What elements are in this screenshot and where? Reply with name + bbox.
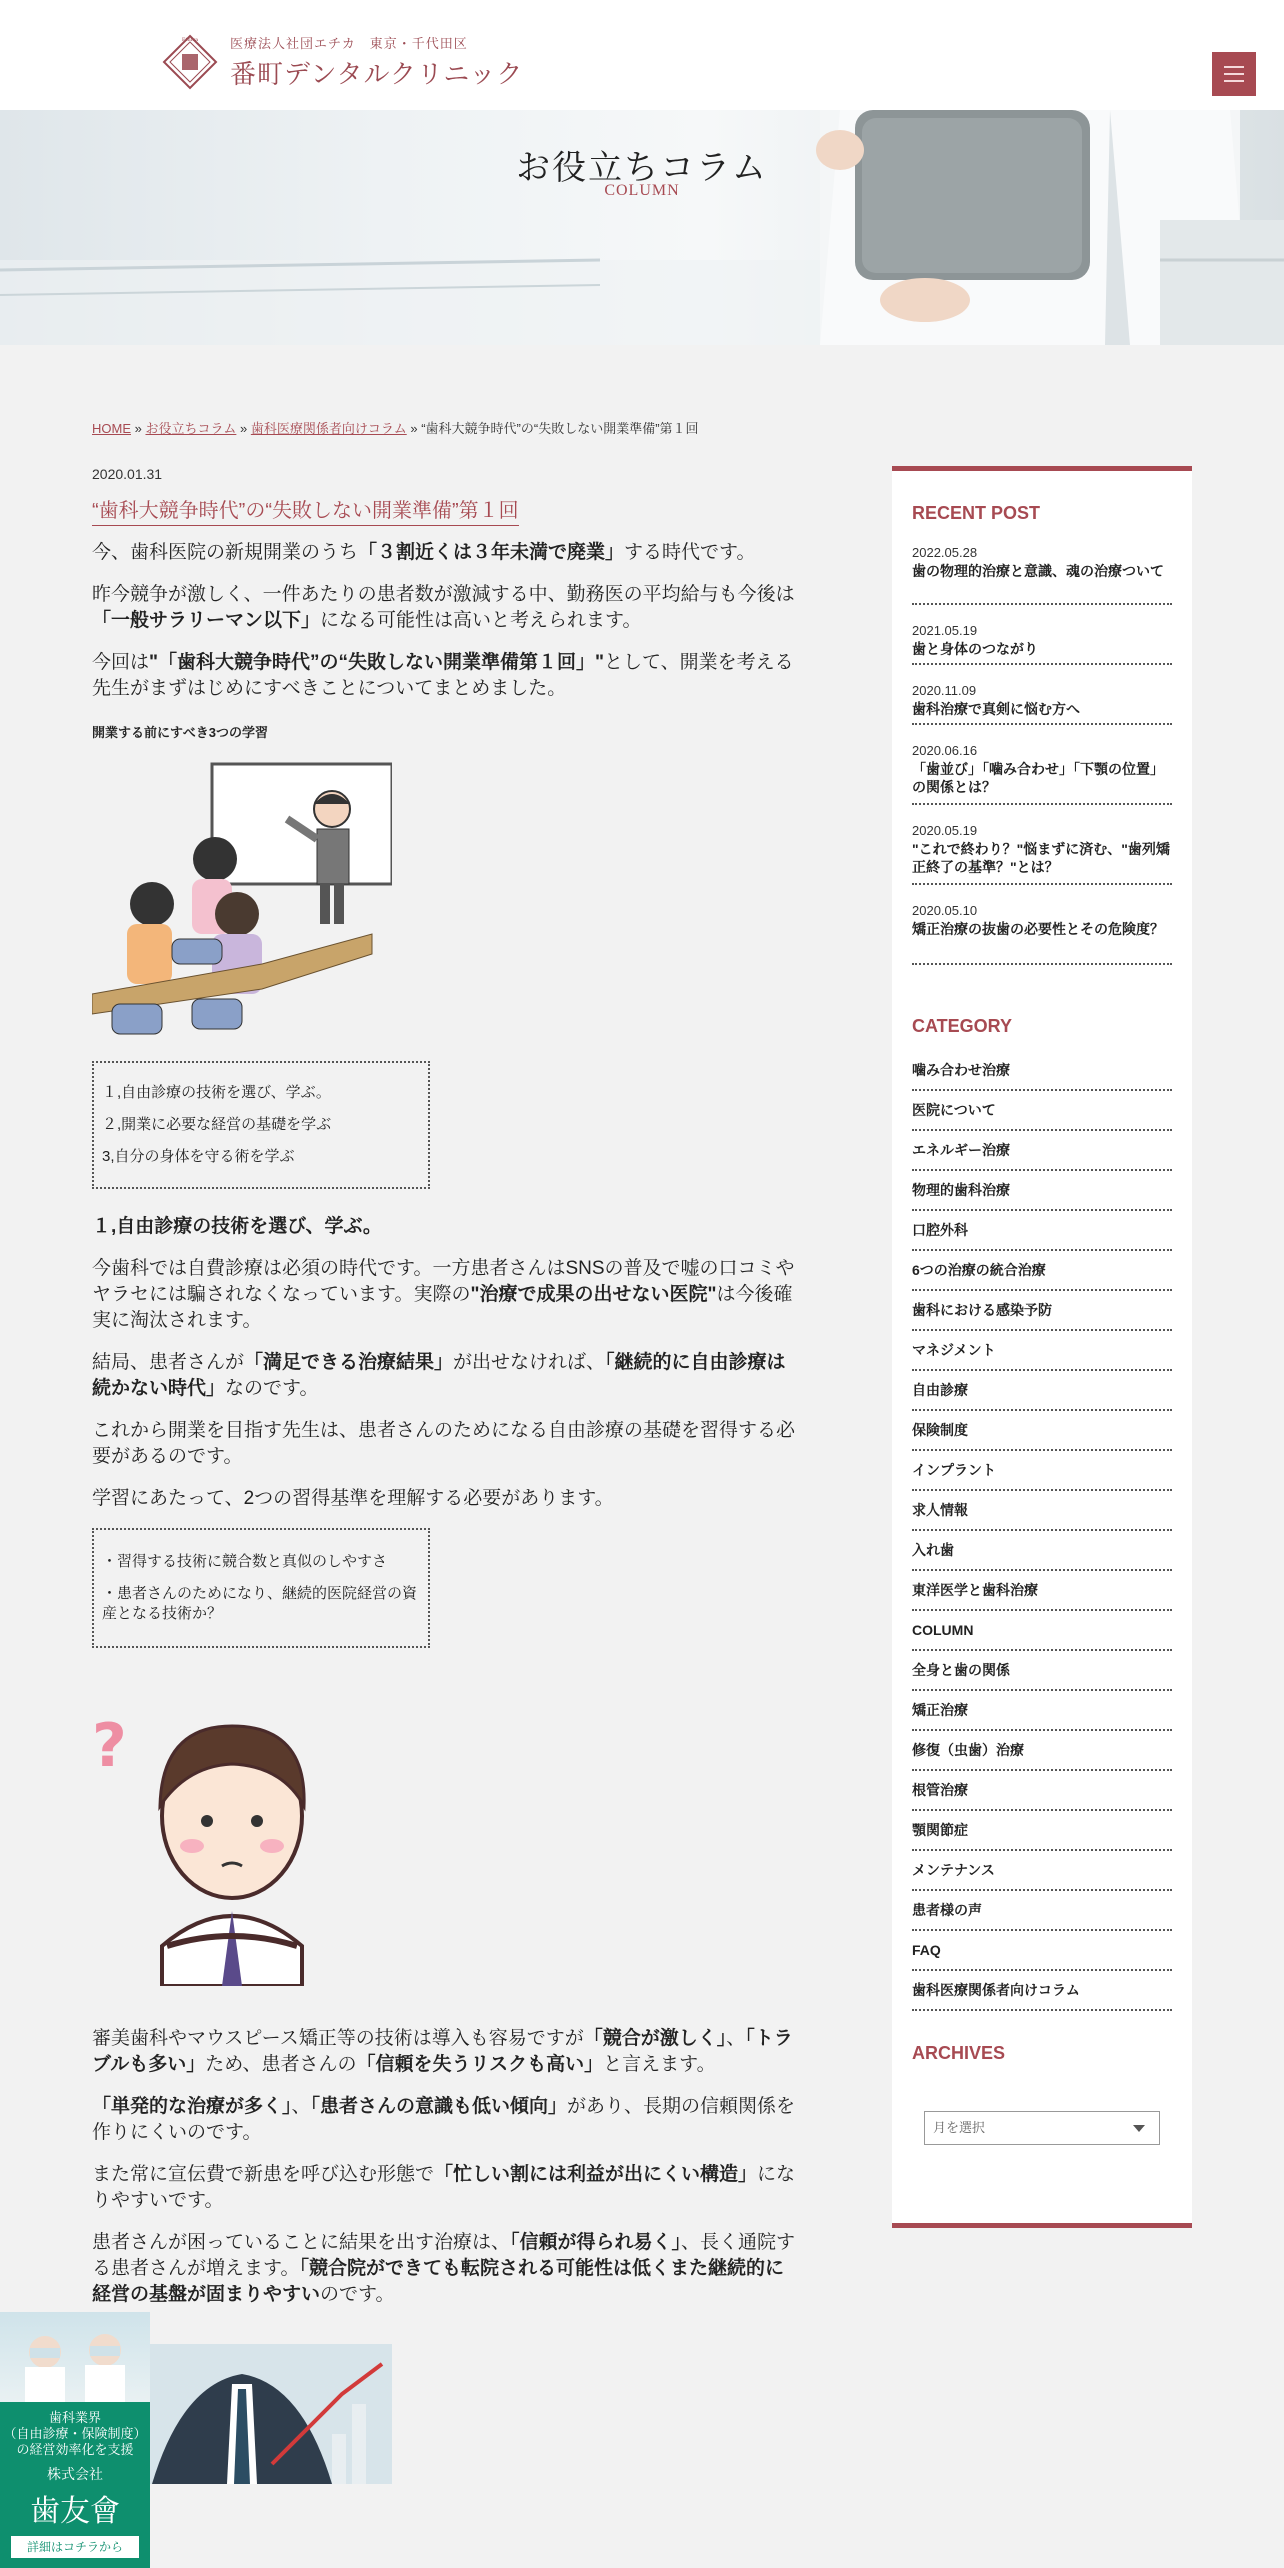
classroom-illustration	[92, 759, 392, 1039]
category-item[interactable]: FAQ	[912, 1931, 1172, 1971]
category-item[interactable]: 歯科における感染予防	[912, 1291, 1172, 1331]
svg-text:?: ?	[92, 1711, 127, 1781]
article-paragraph: 今、歯科医院の新規開業のうち「３割近くは３年未満で廃業」する時代です。	[92, 542, 756, 563]
list-item: ・患者さんのためになり、継続的医院経営の資産となる技術か？	[102, 1585, 418, 1622]
recent-post-title: 歯科治療で真剣に悩む方へ	[912, 701, 1080, 717]
article-paragraph: 昨今競争が激しく、一件あたりの患者数が激減する中、勤務医の平均給与も今後は「一般サラリーマン以下」になる可能性は高いと考えられます。	[92, 584, 795, 631]
clinic-logo-mark-icon	[160, 32, 220, 92]
section-heading: １,自由診療の技術を選び、学ぶ。	[92, 1216, 382, 1237]
article-paragraph: 今回は"「歯科大競争時代”の“失敗しない開業準備第１回」"として、開業を考える先生がまずはじめにすべきことについてまとめました。	[92, 652, 794, 699]
category-item[interactable]: インプラント	[912, 1451, 1172, 1491]
category-heading: CATEGORY	[912, 1016, 1013, 1036]
recent-post-title: "これで終わり？"悩まずに済む、"歯列矯正終了の基準？"とは？	[912, 841, 1170, 875]
category-item[interactable]: 医院について	[912, 1091, 1172, 1131]
confused-doctor-illustration	[92, 1686, 372, 1986]
breadcrumb	[92, 418, 699, 437]
dentists-photo	[0, 2312, 150, 2402]
article-paragraph: 患者さんが困っていることに結果を出す治療は、「信頼が得られ易く」、長く通院する患者さんが増えます。「競合院ができても転院される可能性は低くまた継続的に経営の基盤が固まりやすいのです。	[92, 2232, 796, 2305]
article	[92, 466, 797, 2484]
article-date: 2020.01.31	[92, 466, 163, 482]
page-title: お役立ちコラム	[516, 150, 768, 187]
breadcrumb-home-link[interactable]: HOME	[92, 421, 131, 436]
recent-post-heading: RECENT POST	[912, 503, 1041, 523]
shiyukai-ad-banner[interactable]	[0, 2312, 150, 2568]
article-paragraph: 今歯科では自費診療は必須の時代です。一方患者さんはSNSの普及で嘘の口コミやヤラセには騙されなくなっています。実際の"治療で成果の出せない医院"は今後確実に淘汰されます。	[92, 1258, 795, 1331]
recent-post-item[interactable]	[912, 545, 1172, 605]
site-header	[0, 0, 1284, 110]
menu-button[interactable]	[1212, 52, 1256, 96]
archives-heading: ARCHIVES	[912, 2043, 1006, 2063]
recent-post-date: 2020.05.10	[912, 903, 978, 918]
category-item[interactable]: 東洋医学と歯科治療	[912, 1571, 1172, 1611]
recent-post-title: 矯正治療の抜歯の必要性とその危険度？	[912, 921, 1164, 937]
category-item[interactable]: 修復（虫歯）治療	[912, 1731, 1172, 1771]
hamburger-icon	[1224, 66, 1244, 68]
article-paragraph: 学習にあたって、2つの習得基準を理解する必要があります。	[92, 1488, 614, 1509]
breadcrumb-column-link[interactable]: お役立ちコラム	[145, 421, 237, 436]
category-item[interactable]: マネジメント	[912, 1331, 1172, 1371]
criteria-box	[92, 1528, 430, 1648]
hamburger-icon-line	[1224, 73, 1244, 75]
article-paragraph: 審美歯科やマウスピース矯正等の技術は導入も容易ですが「競合が激しく」、「トラブルも多い」ため、患者さんの「信頼を失うリスクも高い」と言えます。	[92, 2028, 793, 2075]
recent-post-title: 歯の物理的治療と意識、魂の治療ついて	[912, 563, 1164, 579]
breadcrumb-separator: »	[410, 421, 418, 436]
recent-post-date: 2022.05.28	[912, 545, 978, 560]
breadcrumb-current: “歯科大競争時代”の“失敗しない開業準備”第１回	[421, 421, 699, 436]
section-subheading: 開業する前にすべき3つの学習	[92, 725, 268, 740]
category-item[interactable]: エネルギー治療	[912, 1131, 1172, 1171]
breadcrumb-category-link[interactable]: 歯科医療関係者向けコラム	[250, 421, 407, 436]
category-item[interactable]: 歯科医療関係者向けコラム	[912, 1971, 1172, 2011]
recent-post-date: 2020.11.09	[912, 683, 977, 698]
category-item[interactable]: 6つの治療の統合治療	[912, 1251, 1172, 1291]
category-item[interactable]: 根管治療	[912, 1771, 1172, 1811]
category-item[interactable]: 求人情報	[912, 1491, 1172, 1531]
article-paragraph: これから開業を目指す先生は、患者さんのためになる自由診療の基礎を習得する必要があるのです。	[92, 1420, 796, 1467]
hero-banner	[0, 110, 1284, 345]
recent-post-item[interactable]	[912, 683, 1172, 725]
article-paragraph: 「単発的な治療が多く」、「患者さんの意識も低い傾向」があり、長期の信頼関係を作りにくいのです。	[92, 2096, 796, 2143]
article-paragraph: また常に宣伝費で新患を呼び込む形態で「忙しい割には利益が出にくい構造」になりやすいです。	[92, 2164, 796, 2211]
list-item: ２,開業に必要な経営の基礎を学ぶ	[102, 1116, 332, 1133]
category-item[interactable]: 物理的歯科治療	[912, 1171, 1172, 1211]
archives-month-select[interactable]	[924, 2111, 1160, 2145]
category-item[interactable]: 保険制度	[912, 1411, 1172, 1451]
category-item[interactable]: メンテナンス	[912, 1851, 1172, 1891]
breadcrumb-separator: »	[134, 421, 142, 436]
svg-text:Ethica: Ethica	[181, 37, 199, 43]
list-item: １,自由診療の技術を選び、学ぶ。	[102, 1084, 331, 1101]
recent-post-date: 2021.05.19	[912, 623, 978, 638]
chevron-down-icon	[1133, 2125, 1145, 2132]
recent-post-title: 「歯並び」「噛み合わせ」「下顎の位置」の関係とは？	[912, 761, 1164, 795]
category-item[interactable]: 自由診療	[912, 1371, 1172, 1411]
clinic-affiliation: 医療法人社団エチカ 東京・千代田区	[230, 36, 468, 51]
article-title: “歯科大競争時代”の“失敗しない開業準備”第１回	[92, 494, 519, 526]
recent-post-item[interactable]	[912, 623, 1172, 665]
category-item[interactable]: 患者様の声	[912, 1891, 1172, 1931]
category-item[interactable]: COLUMN	[912, 1611, 1172, 1651]
archives-select-value: 月を選択	[933, 2120, 986, 2135]
banner-company-name: 歯友會	[30, 2495, 120, 2528]
page-subtitle: COLUMN	[604, 182, 680, 199]
recent-post-item[interactable]	[912, 903, 1172, 965]
category-item[interactable]: 矯正治療	[912, 1691, 1172, 1731]
list-item: 3,自分の身体を守る術を学ぶ	[102, 1148, 295, 1165]
recent-post-item[interactable]	[912, 823, 1172, 885]
category-item[interactable]: 入れ歯	[912, 1531, 1172, 1571]
recent-post-date: 2020.06.16	[912, 743, 978, 758]
category-item[interactable]: 噛み合わせ治療	[912, 1051, 1172, 1091]
article-paragraph: 結局、患者さんが「満足できる治療結果」が出せなければ、「継続的に自由診療は続かない時代」なのです。	[92, 1352, 786, 1399]
banner-text: 歯科業界 （自由診療・保険制度） の経営効率化を支援	[3, 2410, 147, 2457]
list-item: ・習得する技術に競合数と真似のしやすさ	[102, 1553, 388, 1570]
banner-details-button[interactable]: 詳細はコチラから	[11, 2536, 139, 2558]
sidebar	[892, 466, 1192, 2228]
learning-list-box	[92, 1061, 430, 1189]
category-item[interactable]: 全身と歯の関係	[912, 1651, 1172, 1691]
category-item[interactable]: 口腔外科	[912, 1211, 1172, 1251]
hamburger-icon-line	[1224, 80, 1244, 82]
category-item[interactable]: 顎関節症	[912, 1811, 1172, 1851]
clinic-logo[interactable]	[160, 32, 523, 92]
recent-post-date: 2020.05.19	[912, 823, 978, 838]
banner-company-prefix: 株式会社	[47, 2466, 103, 2482]
breadcrumb-separator: »	[239, 421, 248, 436]
clinic-name: 番町デンタルクリニック	[230, 60, 524, 89]
recent-post-title: 歯と身体のつながり	[912, 641, 1038, 657]
recent-post-item[interactable]	[912, 743, 1172, 805]
